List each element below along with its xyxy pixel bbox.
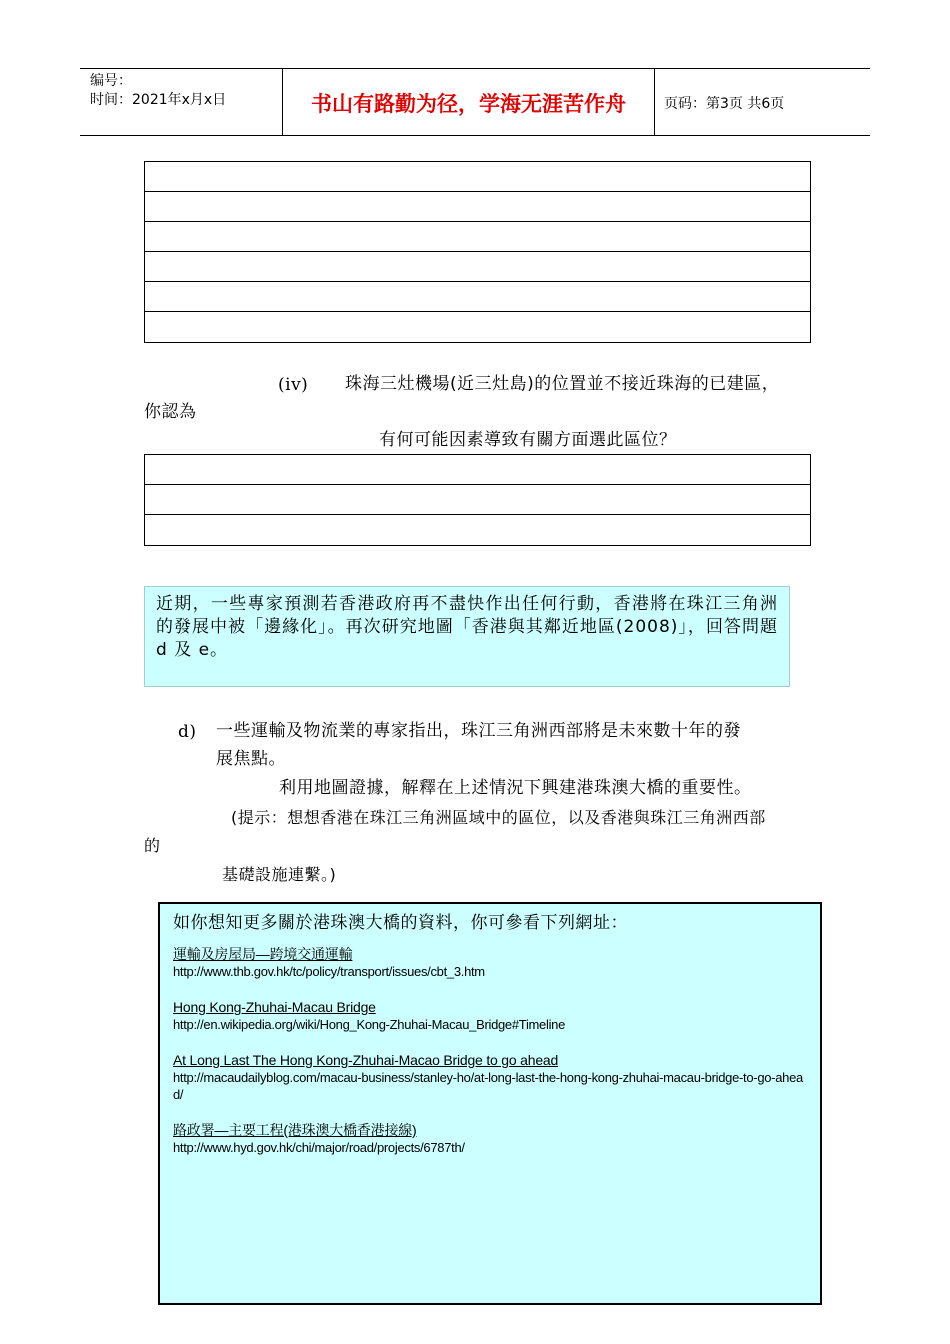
answer-box-iv[interactable] xyxy=(144,454,811,546)
answer-line[interactable] xyxy=(145,192,810,222)
question-d-line-1: 一些運輸及物流業的專家指出，珠江三角洲西部將是未來數十年的發 xyxy=(216,721,741,741)
header-bottom-rule xyxy=(80,135,870,136)
question-d-hint-3: 基礎設施連繫。) xyxy=(222,865,337,884)
answer-box-previous[interactable] xyxy=(144,161,811,343)
question-iv-line-1: 珠海三灶機場(近三灶島)的位置並不接近珠海的已建區， xyxy=(345,374,780,394)
header-motto: 书山有路勤为径，学海无涯苦作舟 xyxy=(311,91,626,116)
question-d-line-3: 利用地圖證據，解釋在上述情況下興建港珠澳大橋的重要性。 xyxy=(279,778,752,798)
link-item xyxy=(173,1122,807,1156)
answer-line[interactable] xyxy=(145,515,810,545)
question-iv-number: (iv) xyxy=(278,375,309,395)
link-item xyxy=(173,1052,807,1103)
link-url-wikipedia[interactable]: http://en.wikipedia.org/wiki/Hong_Kong-Zhuhai-Macau_Bridge#Timeline xyxy=(173,1017,566,1032)
answer-line[interactable] xyxy=(145,252,810,282)
context-info-box xyxy=(144,586,790,687)
reference-links-box xyxy=(158,902,822,1305)
question-iv-line-2: 你認為 xyxy=(144,402,197,422)
link-url-macau-daily[interactable]: http://macaudailyblog.com/macau-business/stanley-ho/at-long-last-the-hong-kong-zhuhai-macau-bridge-to-go-ahead/ xyxy=(173,1070,803,1102)
link-label-thb[interactable]: 運輸及房屋局—跨境交通運輸 xyxy=(173,946,353,962)
question-d-line-2: 展焦點。 xyxy=(216,749,286,769)
header-divider-right xyxy=(654,68,655,135)
answer-line[interactable] xyxy=(145,162,810,192)
header-top-rule xyxy=(80,68,870,69)
question-d-number: d) xyxy=(178,722,197,742)
link-url-thb[interactable]: http://www.thb.gov.hk/tc/policy/transport/issues/cbt_3.htm xyxy=(173,964,485,979)
link-url-hyd[interactable]: http://www.hyd.gov.hk/chi/major/road/projects/6787th/ xyxy=(173,1140,465,1155)
link-label-hyd[interactable]: 路政署—主要工程(港珠澳大橋香港接線) xyxy=(173,1122,417,1138)
document-number-label: 编号： xyxy=(90,73,132,89)
answer-line[interactable] xyxy=(145,282,810,312)
question-d-hint-2: 的 xyxy=(144,836,161,855)
link-item xyxy=(173,946,807,980)
context-info-text: 近期，一些專家預測若香港政府再不盡快作出任何行動，香港將在珠江三角洲的發展中被「邊緣化」。再次研究地圖「香港與其鄰近地區(2008)」，回答問題 d 及 e。 xyxy=(156,594,778,660)
question-iv-line-3: 有何可能因素導致有關方面選此區位？ xyxy=(379,430,677,450)
answer-line[interactable] xyxy=(145,485,810,515)
answer-line[interactable] xyxy=(145,455,810,485)
document-date-label: 时间：2021年x月x日 xyxy=(90,92,227,108)
link-item xyxy=(173,999,807,1033)
link-label-wikipedia[interactable]: Hong Kong-Zhuhai-Macau Bridge xyxy=(173,999,376,1015)
answer-line[interactable] xyxy=(145,222,810,252)
question-d-hint-1: (提示：想想香港在珠江三角洲區域中的區位，以及香港與珠江三角洲西部 xyxy=(231,808,766,827)
links-box-title: 如你想知更多關於港珠澳大橋的資料，你可參看下列網址： xyxy=(173,913,628,933)
page-info: 页码：第3页 共6页 xyxy=(664,96,785,112)
answer-line[interactable] xyxy=(145,312,810,342)
link-label-macau-daily[interactable]: At Long Last The Hong Kong-Zhuhai-Macao Bridge to go ahead xyxy=(173,1052,559,1068)
